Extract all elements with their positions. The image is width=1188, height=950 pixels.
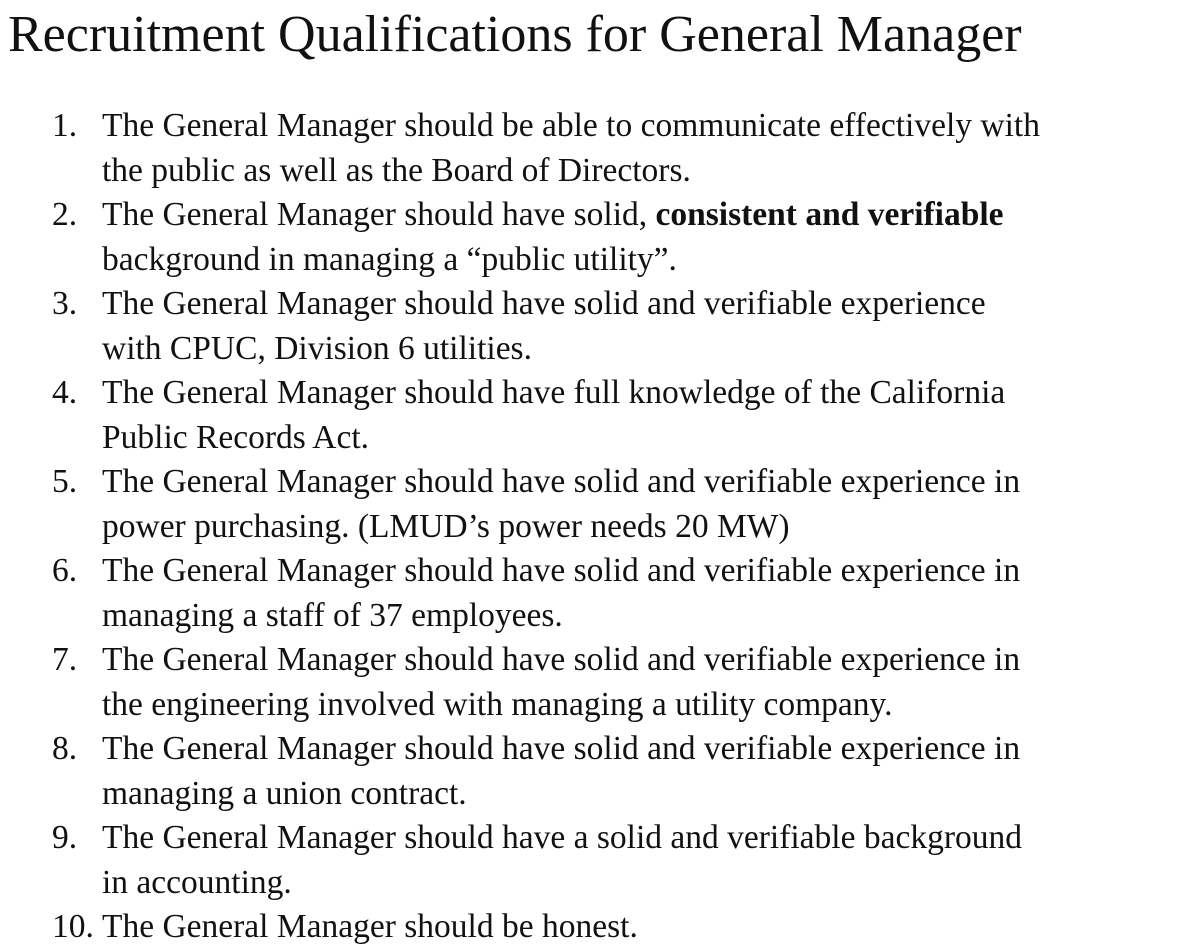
item-text-line: with CPUC, Division 6 utilities. <box>102 329 532 367</box>
list-item-9 <box>0 816 1188 905</box>
list-item-2 <box>0 193 1188 282</box>
item-text-line: background in managing a “public utility”. <box>102 240 677 278</box>
item-number: 4. <box>52 374 78 411</box>
item-number: 8. <box>52 730 78 767</box>
item-number: 9. <box>52 819 78 856</box>
item-number: 7. <box>52 641 78 678</box>
item-text-line: The General Manager should have solid and verifiable experience in <box>102 552 1021 589</box>
item-text-line: The General Manager should have full knowledge of the California <box>102 374 1006 411</box>
item-text-line: managing a union contract. <box>102 774 467 812</box>
item-text-line: Public Records Act. <box>102 418 370 456</box>
list-item-6 <box>0 549 1188 638</box>
item-text-line: power purchasing. (LMUD’s power needs 20 MW) <box>102 507 790 545</box>
item-text-line: The General Manager should have a solid and verifiable background <box>102 819 1022 856</box>
item-text-line: the engineering involved with managing a utility company. <box>102 685 893 723</box>
item-text-line: in accounting. <box>102 863 292 901</box>
item-text-line: The General Manager should have solid and verifiable experience in <box>102 641 1021 678</box>
list-item-3 <box>0 282 1188 371</box>
item-text-line: the public as well as the Board of Directors. <box>102 151 691 189</box>
page-title: Recruitment Qualifications for General Manager <box>8 6 1022 63</box>
list-item-10 <box>0 905 1188 950</box>
item-text-line: The General Manager should be able to communicate effectively with <box>102 107 1040 144</box>
item-text-line: The General Manager should have solid and verifiable experience <box>102 285 986 322</box>
item-text-line: The General Manager should be honest. <box>102 908 638 945</box>
item-text-line <box>102 193 1188 238</box>
item-number: 1. <box>52 107 78 144</box>
item-number: 3. <box>52 285 78 322</box>
item-number: 2. <box>52 196 78 233</box>
item-number: 6. <box>52 552 78 589</box>
item-text-line: The General Manager should have solid and verifiable experience in <box>102 730 1021 767</box>
item-text-segment: The General Manager should have solid, <box>102 196 656 233</box>
item-text-line: managing a staff of 37 employees. <box>102 596 563 634</box>
item-number: 10. <box>52 908 94 945</box>
list-item-4 <box>0 371 1188 460</box>
emphasized-text: consistent and verifiable <box>655 196 1004 233</box>
list-item-7 <box>0 638 1188 727</box>
qualifications-list <box>0 104 1188 950</box>
list-item-8 <box>0 727 1188 816</box>
item-text-line: The General Manager should have solid and verifiable experience in <box>102 463 1021 500</box>
list-item-5 <box>0 460 1188 549</box>
item-number: 5. <box>52 463 78 500</box>
list-item-1 <box>0 104 1188 193</box>
